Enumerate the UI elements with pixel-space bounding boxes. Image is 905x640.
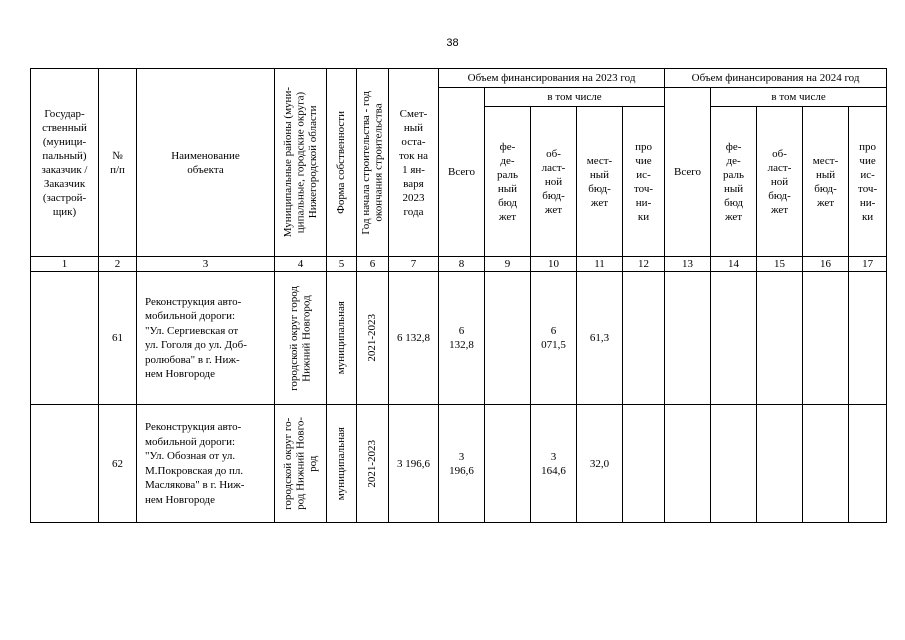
- page-number: 38: [446, 37, 459, 49]
- years-text: 2021-2023: [366, 439, 379, 488]
- other-2023-cell: [623, 405, 665, 523]
- local-2023-cell: 61,3: [577, 272, 623, 405]
- ownership-text: муниципальная: [335, 301, 348, 375]
- federal-2023-cell: [485, 405, 531, 523]
- total-2023-cell: 6 132,8: [439, 272, 485, 405]
- other-2024-cell: [849, 272, 887, 405]
- column-number: 1: [31, 257, 99, 272]
- object-name-cell: [137, 272, 275, 405]
- column-number: 8: [439, 257, 485, 272]
- district-text: городской округ город Нижний Новгород: [288, 285, 313, 391]
- district-cell: [275, 272, 327, 405]
- header-ownership-text: Форма собственности: [335, 111, 348, 214]
- years-text: 2021-2023: [366, 314, 379, 362]
- remainder-cell: 6 132,8: [389, 272, 439, 405]
- header-federal-2023: фе- де- раль ный бюд жет: [485, 107, 531, 257]
- regional-2023-cell: 3 164,6: [531, 405, 577, 523]
- column-number: 15: [757, 257, 803, 272]
- column-number: 16: [803, 257, 849, 272]
- header-local-2024: мест- ный бюд- жет: [803, 107, 849, 257]
- ownership-cell: [327, 272, 357, 405]
- column-number: 2: [99, 257, 137, 272]
- customer-cell: [31, 272, 99, 405]
- header-num: № п/п: [99, 69, 137, 257]
- header-fin-2024: Объем финансирования на 2024 год: [665, 69, 887, 88]
- header-row-1: [31, 69, 887, 88]
- header-including-2023: в том числе: [485, 88, 665, 107]
- regional-2024-cell: [757, 405, 803, 523]
- header-fin-2023: Объем финансирования на 2023 год: [439, 69, 665, 88]
- column-number: 14: [711, 257, 757, 272]
- total-2023-cell: 3 196,6: [439, 405, 485, 523]
- local-2023-cell: 32,0: [577, 405, 623, 523]
- header-federal-2024: фе- де- раль ный бюд жет: [711, 107, 757, 257]
- regional-2024-cell: [757, 272, 803, 405]
- total-2024-cell: [665, 405, 711, 523]
- district-text: городской округ го- род Нижний Новго- род: [281, 417, 319, 510]
- header-total-2024: Всего: [665, 88, 711, 257]
- column-numbers-row: [31, 257, 887, 272]
- column-number: 7: [389, 257, 439, 272]
- customer-cell: [31, 405, 99, 523]
- header-years-text: Год начала строительства - год окончания строительства: [360, 90, 385, 235]
- header-districts-text: Муниципальные районы (муни- ципальные, городские округа) Нижегородской области: [281, 87, 319, 238]
- header-ownership: [327, 69, 357, 257]
- header-remainder: Смет- ный оста- ток на 1 ян- варя 2023 года: [389, 69, 439, 257]
- column-number: 13: [665, 257, 711, 272]
- header-total-2023: Всего: [439, 88, 485, 257]
- column-number: 12: [623, 257, 665, 272]
- row-number: 61: [99, 272, 137, 405]
- object-name: Реконструкция авто- мобильной дороги: "Ул. Сергиевская от ул. Гоголя до ул. Доб- ролюбова" в г. Ниж- нем Новгороде: [145, 295, 247, 380]
- column-number: 3: [137, 257, 275, 272]
- header-regional-2024: об- ласт- ной бюд- жет: [757, 107, 803, 257]
- table-row: [31, 405, 887, 523]
- local-2024-cell: [803, 272, 849, 405]
- other-2023-cell: [623, 272, 665, 405]
- object-name-cell: [137, 405, 275, 523]
- header-including-2024: в том числе: [711, 88, 887, 107]
- column-number: 6: [357, 257, 389, 272]
- header-customer: Государ- ственный (муници- пальный) заказчик / Заказчик (застрой- щик): [31, 69, 99, 257]
- header-local-2023: мест- ный бюд- жет: [577, 107, 623, 257]
- ownership-text: муниципальная: [335, 426, 348, 501]
- investment-table: [30, 68, 887, 523]
- row-number: 62: [99, 405, 137, 523]
- header-districts: [275, 69, 327, 257]
- regional-2023-cell: 6 071,5: [531, 272, 577, 405]
- federal-2024-cell: [711, 405, 757, 523]
- column-number: 17: [849, 257, 887, 272]
- federal-2024-cell: [711, 272, 757, 405]
- local-2024-cell: [803, 405, 849, 523]
- object-name: Реконструкция авто- мобильной дороги: "Ул. Обозная от ул. М.Покровская до пл. Маслякова" в г. Ниж- нем Новгороде: [145, 421, 245, 506]
- other-2024-cell: [849, 405, 887, 523]
- table-row: [31, 272, 887, 405]
- column-number: 5: [327, 257, 357, 272]
- header-regional-2023: об- ласт- ной бюд- жет: [531, 107, 577, 257]
- remainder-cell: 3 196,6: [389, 405, 439, 523]
- header-other-2023: про чие ис- точ- ни- ки: [623, 107, 665, 257]
- total-2024-cell: [665, 272, 711, 405]
- years-cell: [357, 405, 389, 523]
- ownership-cell: [327, 405, 357, 523]
- years-cell: [357, 272, 389, 405]
- column-number: 9: [485, 257, 531, 272]
- column-number: 10: [531, 257, 577, 272]
- column-number: 4: [275, 257, 327, 272]
- header-other-2024: про чие ис- точ- ни- ки: [849, 107, 887, 257]
- header-years: [357, 69, 389, 257]
- header-name: Наименование объекта: [137, 69, 275, 257]
- column-number: 11: [577, 257, 623, 272]
- federal-2023-cell: [485, 272, 531, 405]
- district-cell: [275, 405, 327, 523]
